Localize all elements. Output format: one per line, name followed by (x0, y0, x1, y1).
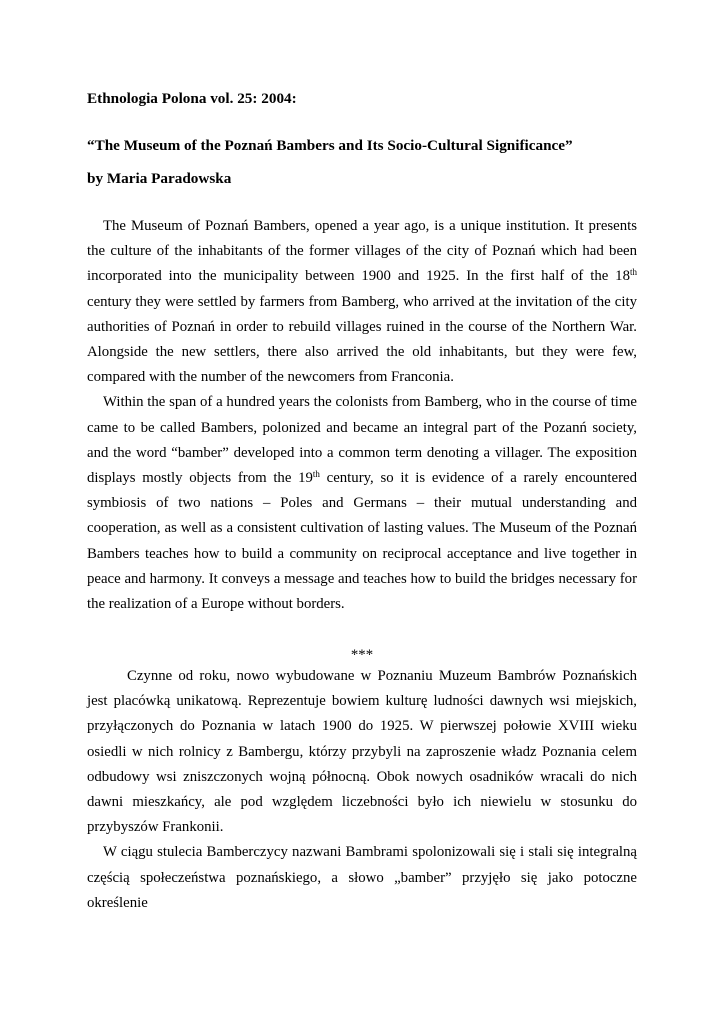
polish-paragraph-1: Czynne od roku, nowo wybudowane w Poznaniu Muzeum Bambrów Poznańskich jest placówką unikatową. Reprezentuje bowiem kulturę ludności dawnych wsi miejskich, przyłączonych do Poznania w latach 1900 do 1925. W pierwszej połowie XVIII wieku osiedli w nich rolnicy z Bambergu, którzy przybyli na zaproszenie władz Poznania celem odbudowy wsi zniszczonych wojną północną. Obok nowych osadników wracali do nich dawni mieszkańcy, ale pod względem liczebności było ich niewielu w stosunku do przybyszów Frankonii. (87, 668, 637, 836)
paragraph-text: century, so it is evidence of a rarely encountered symbiosis of two nations – Poles and Germans – their mutual understanding and cooperation, as well as a consistent cultivation of lasting values. The Museum of the Poznań Bambers teaches how to build a community on reciprocal acceptance and live together in peace and harmony. It conveys a message and teaches how to build the bridges necessary for the realization of a Europe without borders. (87, 470, 637, 613)
ordinal-suffix: th (312, 469, 320, 480)
article-author: by Maria Paradowska (87, 170, 232, 187)
polish-paragraph-2: W ciągu stulecia Bamberczycy nazwani Bambrami spolonizowali się i stali się integralną częścią społeczeństwa poznańskiego, a słowo „bamber” przyjęło się jako potoczne określenie (87, 844, 637, 911)
journal-reference: Ethnologia Polona vol. 25: 2004: (87, 90, 297, 107)
paragraph-text: Within the span of a hundred years the colonists from Bamberg, who in the course of time came to be called Bambers, polonized and became an integral part of the Pozanń society, and the word “bamber” developed into a common term denoting a villager. The exposition displays mostly objects from the 19 (87, 394, 637, 487)
english-summary (87, 214, 637, 617)
ordinal-suffix: th (629, 267, 637, 278)
paragraph-text: century they were settled by farmers from Bamberg, who arrived at the invitation of the city authorities of Poznań in order to rebuild villages ruined in the course of the Northern War. Alongside the new settlers, there also arrived the old inhabitants, but they were few, compared with the number of the newcomers from Franconia. (87, 293, 637, 386)
article-title: “The Museum of the Poznań Bambers and Its Socio-Cultural Significance” (87, 137, 573, 154)
english-paragraph-2 (87, 390, 637, 617)
section-separator: *** (350, 647, 374, 663)
english-paragraph-1 (87, 214, 637, 390)
polish-text (87, 664, 637, 916)
paragraph-text: The Museum of Poznań Bambers, opened a year ago, is a unique institution. It presents the culture of the inhabitants of the former villages of the city of Poznań which had been incorporated into the municipality between 1900 and 1925. In the first half of the 18 (87, 218, 637, 285)
